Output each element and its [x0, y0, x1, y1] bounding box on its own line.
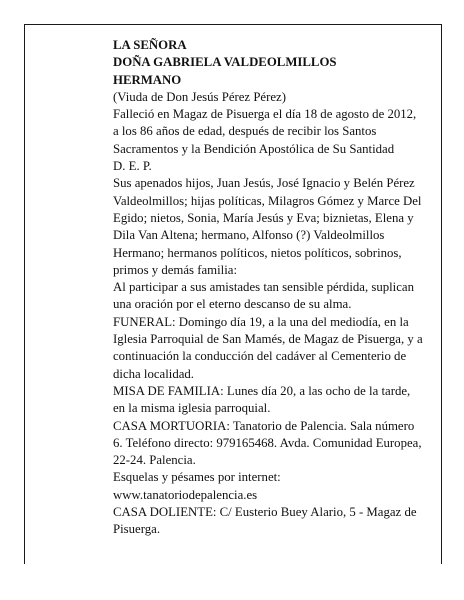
deceased-name: DOÑA GABRIELA VALDEOLMILLOS	[113, 55, 337, 70]
mourning-house-info: CASA DOLIENTE: C/ Eusterio Buey Alario, 5 - Magaz de Pisuerga.	[113, 505, 417, 537]
heading-title: LA SEÑORA	[113, 38, 187, 52]
funeral-info: FUNERAL: Domingo día 19, a la una del mediodía, en la Iglesia Parroquial de San Mamés, de Magaz de Pisuerga, y a continuación la conducción del cadáver al Cementerio de dicha localidad.	[113, 314, 423, 381]
family-list: Sus apenados hijos, Juan Jesús, José Ignacio y Belén Pérez Valdeolmillos; hijas políticas, Milagros Gómez y Marce Del Egido; nietos, Sonia, María Jesús y Eva; biznietas, Elena y Dila Van Altena; hermano, Alfonso (?) Valdeolmillos Hermano; hermanos políticos, nietos políticos, sobrinos, primos y demás familia:	[113, 176, 422, 277]
widow-note: (Viuda de Don Jesús Pérez Pérez)	[113, 89, 286, 104]
deceased-surname: HERMANO	[113, 72, 182, 87]
obituary-text	[113, 37, 423, 539]
prayer-request: Al participar a sus amistades tan sensible pérdida, suplican una oración por el eterno descanso de su alma.	[113, 280, 414, 312]
family-mass-info: MISA DE FAMILIA: Lunes día 20, a las ocho de la tarde, en la misma iglesia parroquial.	[113, 383, 411, 416]
rip-line: D. E. P.	[113, 159, 152, 174]
mortuary-info: CASA MORTUORIA: Tanatorio de Palencia. Sala número 6. Teléfono directo: 979165468. Avda. Comunidad Europea, 22-24. Palencia.	[113, 418, 422, 468]
online-condolences-label: Esquelas y pésames por internet:	[113, 470, 281, 485]
website-link[interactable]: www.tanatoriodepalencia.es	[113, 487, 258, 502]
death-notice: Falleció en Magaz de Pisuerga el día 18 de agosto de 2012, a los 86 años de edad, después de recibir los Santos Sacramentos y la Bendición Apostólica de Su Santidad	[113, 107, 417, 156]
